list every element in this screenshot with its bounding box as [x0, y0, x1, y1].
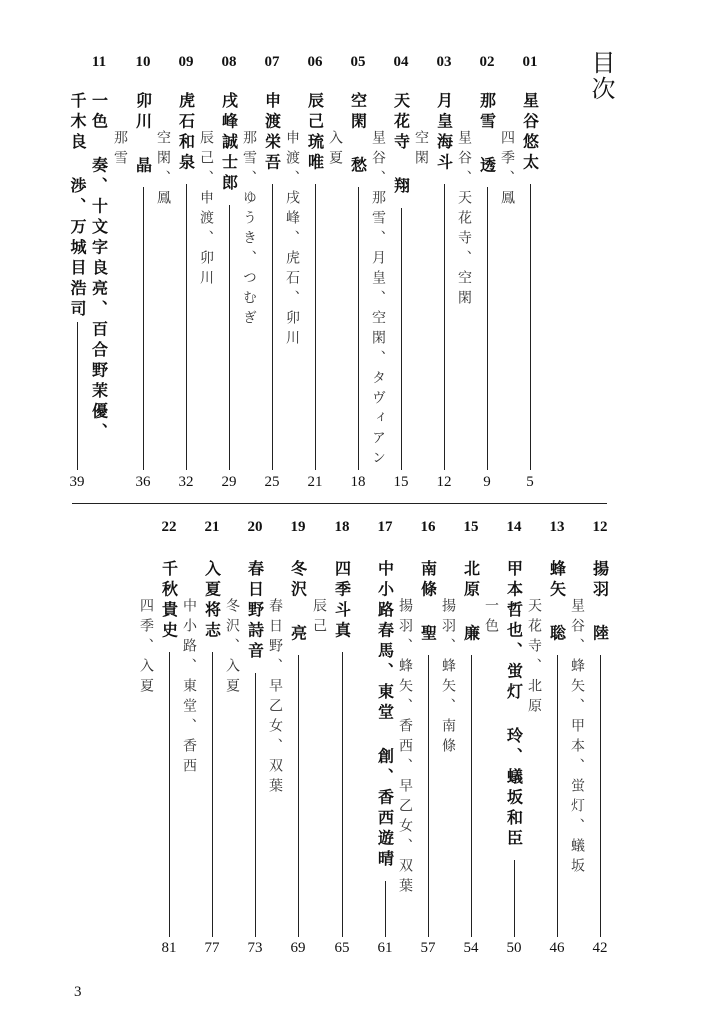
entry-characters: 冬沢、入夏	[224, 598, 240, 698]
entry-title: 星谷悠太	[520, 92, 540, 174]
entry-page: 12	[436, 474, 452, 490]
entry-characters: 中小路、東堂、香西	[181, 598, 197, 778]
entry-title: 千秋貴史	[159, 560, 179, 642]
entry-number: 10	[135, 54, 151, 70]
entry-title: 入夏将志	[202, 560, 222, 642]
entry-characters: 天花寺、北原	[526, 598, 542, 718]
entry-title: 冬沢 亮	[288, 560, 308, 645]
entry-title: 蜂矢 聡	[547, 560, 567, 645]
entry-page: 61	[377, 940, 393, 956]
entry-page: 29	[221, 474, 237, 490]
entry-number: 17	[377, 519, 393, 535]
leader-line	[212, 652, 213, 937]
toc-entry[interactable]	[456, 92, 498, 470]
entry-page: 46	[549, 940, 565, 956]
toc-entry[interactable]	[311, 560, 353, 937]
entry-title: 春日野詩音	[245, 560, 265, 663]
entry-number: 03	[436, 54, 452, 70]
toc-entry[interactable]	[413, 92, 455, 470]
toc-heading: 目次	[587, 50, 615, 102]
entry-characters: 空閑、鳳	[155, 130, 171, 210]
toc-entry[interactable]	[224, 560, 266, 937]
entry-title: 中小路春馬、東堂 創、香西遊晴	[375, 560, 395, 871]
entry-title: 戌峰誠士郎	[219, 92, 239, 195]
entry-characters: 揚羽、蜂矢、香西、早乙女、双葉	[397, 598, 413, 898]
leader-line	[471, 655, 472, 937]
toc-entry[interactable]	[138, 560, 180, 937]
entry-number: 14	[506, 519, 522, 535]
leader-line	[315, 184, 316, 470]
entry-number: 12	[592, 519, 608, 535]
entry-number: 09	[178, 54, 194, 70]
leader-line	[255, 673, 256, 938]
entry-title: 天花寺 翔	[391, 92, 411, 198]
entry-number: 07	[264, 54, 280, 70]
entry-characters: 揚羽、蜂矢、南條	[440, 598, 456, 758]
entry-page: 36	[135, 474, 151, 490]
entry-characters: 四季、入夏	[138, 598, 154, 698]
entry-title: 揚羽 陸	[590, 560, 610, 645]
entry-title: 那雪 透	[477, 92, 497, 177]
toc-entry[interactable]	[526, 560, 568, 937]
entry-page: 21	[307, 474, 323, 490]
entry-number: 19	[290, 519, 306, 535]
leader-line	[77, 322, 78, 470]
toc-entry[interactable]	[155, 92, 197, 470]
entry-number: 13	[549, 519, 565, 535]
entry-title: 辰己琉唯	[305, 92, 325, 174]
leader-line	[514, 860, 515, 937]
entry-number: 22	[161, 519, 177, 535]
entry-characters: 入夏	[327, 130, 343, 170]
entry-page: 42	[592, 940, 608, 956]
entry-number: 01	[522, 54, 538, 70]
entry-title: 空閑 愁	[348, 92, 368, 177]
leader-line	[428, 655, 429, 937]
entry-page: 54	[463, 940, 479, 956]
leader-line	[298, 655, 299, 937]
leader-line	[600, 655, 601, 937]
entry-number: 02	[479, 54, 495, 70]
leader-line	[143, 187, 144, 470]
leader-line	[401, 208, 402, 471]
toc-entry[interactable]	[499, 92, 541, 470]
toc-entry[interactable]	[374, 560, 396, 937]
entry-number: 21	[204, 519, 220, 535]
entry-characters: 辰己、申渡、卯川	[198, 130, 214, 290]
entry-number: 05	[350, 54, 366, 70]
entry-title: 卯川 晶	[133, 92, 153, 177]
section-divider	[72, 503, 607, 504]
entry-number: 04	[393, 54, 409, 70]
entry-page: 69	[290, 940, 306, 956]
entry-page: 5	[526, 474, 534, 490]
leader-line	[557, 655, 558, 937]
entry-page: 15	[393, 474, 409, 490]
entry-title: 一色 奏、十文字良亮、百合野茉優、	[89, 92, 109, 444]
entry-characters: 那雪	[112, 130, 128, 170]
toc-entry[interactable]	[267, 560, 309, 937]
entry-page: 39	[69, 474, 85, 490]
leader-line	[358, 187, 359, 470]
entry-title: 四季斗真	[332, 560, 352, 642]
toc-entry[interactable]	[569, 560, 611, 937]
entry-page: 77	[204, 940, 220, 956]
toc-entry[interactable]	[241, 92, 283, 470]
entry-page: 9	[483, 474, 491, 490]
entry-characters: 申渡、戌峰、虎石、卯川	[284, 130, 300, 350]
entry-page: 65	[334, 940, 350, 956]
entry-number: 20	[247, 519, 263, 535]
entry-page: 32	[178, 474, 194, 490]
leader-line	[272, 184, 273, 470]
entry-characters: 春日野、早乙女、双葉	[267, 598, 283, 798]
entry-characters: 星谷、天花寺、空閑	[456, 130, 472, 310]
entry-title: 申渡栄吾	[262, 92, 282, 174]
entry-page: 57	[420, 940, 436, 956]
toc-entry[interactable]	[370, 92, 412, 470]
entry-title: 甲本哲也、蛍灯 玲、蟻坂和臣	[504, 560, 524, 850]
entry-characters: 空閑	[413, 130, 429, 170]
entry-characters: 辰己	[311, 598, 327, 638]
page-number: 3	[74, 984, 82, 1000]
leader-line	[169, 652, 170, 937]
entry-characters: 一色	[483, 598, 499, 638]
entry-number: 18	[334, 519, 350, 535]
entry-page: 18	[350, 474, 366, 490]
entry-characters: 那雪、ゆうき、つむぎ	[241, 130, 257, 330]
entry-number: 15	[463, 519, 479, 535]
leader-line	[444, 184, 445, 470]
entry-title: 北原 廉	[461, 560, 481, 645]
entry-page: 73	[247, 940, 263, 956]
toc-entry[interactable]	[440, 560, 482, 937]
entry-page: 50	[506, 940, 522, 956]
leader-line	[342, 652, 343, 937]
entry-page: 81	[161, 940, 177, 956]
leader-line	[487, 187, 488, 470]
toc-entry[interactable]	[284, 92, 326, 470]
entry-title: 虎石和泉	[176, 92, 196, 174]
entry-number: 06	[307, 54, 323, 70]
toc-entry[interactable]	[112, 92, 154, 470]
entry-characters: 四季、鳳	[499, 130, 515, 210]
toc-entry[interactable]	[198, 92, 240, 470]
leader-line	[530, 184, 531, 470]
entry-characters: 星谷、那雪、月皇、空閑、タヴィアン	[370, 130, 386, 470]
entry-title: 月皇海斗	[434, 92, 454, 174]
leader-line	[229, 205, 230, 471]
entry-title: 南條 聖	[418, 560, 438, 645]
toc-entry[interactable]	[483, 560, 525, 937]
leader-line	[385, 881, 386, 938]
entry-number: 16	[420, 519, 436, 535]
entry-number: 11	[91, 54, 107, 70]
entry-number: 08	[221, 54, 237, 70]
toc-entry[interactable]	[397, 560, 439, 937]
entry-characters: 星谷、蜂矢、甲本、蛍灯、蟻坂	[569, 598, 585, 878]
entry-title-continued: 千木良 渉、万城目浩司	[68, 92, 87, 321]
toc-entry[interactable]	[327, 92, 369, 470]
leader-line	[186, 184, 187, 470]
toc-entry[interactable]	[181, 560, 223, 937]
toc-entry[interactable]	[68, 92, 110, 470]
entry-page: 25	[264, 474, 280, 490]
